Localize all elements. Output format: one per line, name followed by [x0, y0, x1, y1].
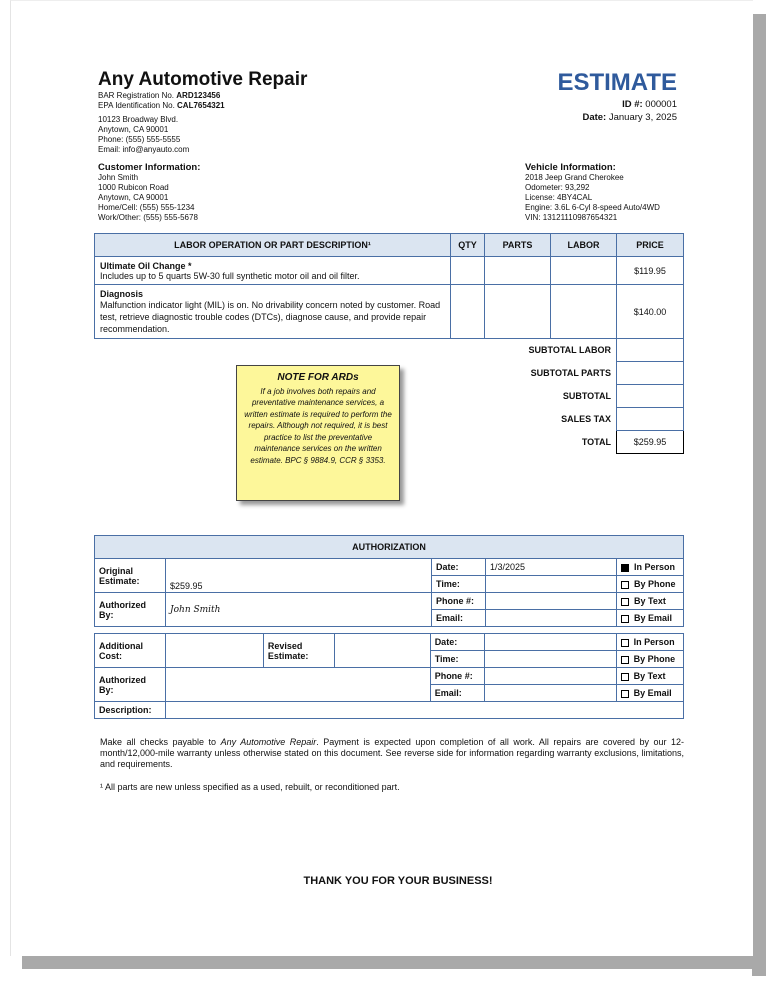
authorization-heading: AUTHORIZATION [95, 536, 684, 559]
revised-email-value[interactable] [484, 685, 616, 702]
revised-email-label: Email: [430, 685, 484, 702]
row-qty [451, 285, 485, 339]
auth-time-value[interactable] [486, 576, 617, 593]
auth-phone-value[interactable] [486, 593, 617, 610]
auth-date-label: Date: [432, 559, 486, 576]
auth-email-label: Email: [432, 610, 486, 627]
by-phone-option[interactable] [617, 576, 684, 593]
row-description [95, 257, 451, 285]
terms-prefix: Make all checks payable to [100, 737, 221, 747]
auth-date-value[interactable]: 1/3/2025 [486, 559, 617, 576]
page-shadow-right [752, 14, 766, 976]
subtotal-value [617, 385, 684, 408]
in-person-label: In Person [633, 637, 675, 647]
by-email-option[interactable] [617, 610, 684, 627]
in-person-label: In Person [634, 562, 676, 572]
original-estimate-value[interactable]: $259.95 [166, 559, 432, 593]
vehicle-vin: VIN: 13121110987654321 [525, 213, 618, 222]
date-value: January 3, 2025 [608, 112, 677, 123]
auth-email-value[interactable] [486, 610, 617, 627]
customer-home: Home/Cell: (555) 555-1234 [98, 203, 195, 212]
checkbox-icon[interactable] [621, 690, 629, 698]
checkbox-icon[interactable] [621, 615, 629, 623]
date-label: Date: [582, 112, 607, 123]
vehicle-odometer: Odometer: 93,292 [525, 183, 590, 192]
checkbox-icon[interactable] [621, 639, 629, 647]
checkbox-icon[interactable] [621, 598, 629, 606]
subtotal-labor-value [617, 339, 684, 362]
bar-label: BAR Registration No. [98, 91, 175, 100]
bar-value: ARD123456 [176, 91, 221, 100]
checkbox-icon[interactable] [621, 581, 629, 589]
subtotal-label: SUBTOTAL [562, 391, 611, 401]
ard-note [236, 365, 400, 501]
revised-by-phone-option[interactable] [616, 651, 683, 668]
table-row [95, 257, 684, 285]
authorized-by-label: Authorized By: [95, 593, 166, 627]
auth-phone-label: Phone #: [432, 593, 486, 610]
additional-cost-value[interactable] [166, 634, 263, 668]
authorized-signature[interactable]: John Smith [166, 593, 432, 627]
revised-authorized-value[interactable] [166, 668, 430, 702]
revised-phone-value[interactable] [484, 668, 616, 685]
header-qty: QTY [451, 234, 485, 257]
shop-registration [98, 91, 225, 111]
revised-date-label: Date: [430, 634, 484, 651]
revised-by-email-option[interactable] [616, 685, 683, 702]
subtotal-labor-label: SUBTOTAL LABOR [528, 345, 611, 356]
vehicle-engine: Engine: 3.6L 6-Cyl 8-speed Auto/4WD [525, 203, 660, 212]
row-detail: Includes up to 5 quarts 5W-30 full synthetic motor oil and oil filter. [100, 270, 360, 281]
estimate-meta [582, 98, 677, 124]
revised-time-label: Time: [430, 651, 484, 668]
total-value: $259.95 [617, 431, 684, 454]
auth-time-label: Time: [432, 576, 486, 593]
revised-in-person-option[interactable] [616, 634, 683, 651]
shop-address2: Anytown, CA 90001 [98, 125, 169, 134]
revised-estimate-label: Revised Estimate: [263, 634, 334, 668]
sales-tax-label: SALES TAX [561, 414, 611, 424]
subtotal-parts-label: SUBTOTAL PARTS [530, 368, 611, 378]
vehicle-info [525, 162, 660, 223]
payment-terms [100, 737, 684, 770]
by-email-label: By Email [634, 613, 673, 623]
total-label: TOTAL [581, 437, 611, 447]
vehicle-license: License: 4BY4CAL [525, 193, 593, 202]
terms-shop-name: Any Automotive Repair [220, 737, 317, 747]
thank-you-message: THANK YOU FOR YOUR BUSINESS! [303, 875, 493, 887]
epa-value: CAL7654321 [177, 101, 225, 110]
row-labor [551, 285, 617, 339]
by-text-label: By Text [634, 596, 666, 606]
revised-estimate-value[interactable] [335, 634, 430, 668]
row-title: Ultimate Oil Change * [100, 260, 192, 271]
document-page [10, 0, 753, 956]
additional-cost-label: Additional Cost: [95, 634, 166, 668]
parts-footnote: ¹ All parts are new unless specified as a used, rebuilt, or reconditioned part. [100, 782, 400, 792]
shop-email: Email: info@anyauto.com [98, 145, 190, 154]
customer-heading: Customer Information: [98, 162, 201, 173]
customer-address2: Anytown, CA 90001 [98, 193, 169, 202]
shop-name: Any Automotive Repair [98, 69, 308, 90]
row-detail: Malfunction indicator light (MIL) is on. No drivability concern noted by customer. Road test, retrieve diagnostic trouble codes (DTCs), diagnose cause, and provide repair recommendation. [100, 299, 441, 334]
customer-work: Work/Other: (555) 555-5678 [98, 213, 198, 222]
vehicle-model: 2018 Jeep Grand Cherokee [525, 173, 624, 182]
revised-authorization-table [94, 633, 684, 719]
customer-info [98, 162, 200, 223]
note-title: NOTE FOR ARDs [277, 372, 359, 383]
header-description: LABOR OPERATION OR PART DESCRIPTION¹ [95, 234, 451, 257]
by-text-label: By Text [633, 671, 666, 681]
original-estimate-label: Original Estimate: [95, 559, 166, 593]
row-price: $140.00 [617, 285, 684, 339]
shop-address1: 10123 Broadway Blvd. [98, 115, 179, 124]
vehicle-heading: Vehicle Information: [525, 162, 616, 173]
epa-label: EPA Identification No. [98, 101, 175, 110]
page-shadow-bottom [22, 955, 766, 969]
row-qty [451, 257, 485, 285]
row-labor [551, 257, 617, 285]
revised-time-value[interactable] [484, 651, 616, 668]
row-title: Diagnosis [100, 288, 144, 299]
subtotal-parts-value [617, 362, 684, 385]
table-row [95, 285, 684, 339]
sales-tax-value [617, 408, 684, 431]
row-parts [485, 285, 551, 339]
customer-address1: 1000 Rubicon Road [98, 183, 169, 192]
id-label: ID #: [622, 99, 643, 110]
revised-by-text-option[interactable] [616, 668, 683, 685]
description-label: Description: [95, 702, 166, 719]
by-email-label: By Email [633, 688, 672, 698]
checkbox-icon[interactable] [621, 673, 629, 681]
authorization-table [94, 535, 684, 627]
by-phone-label: By Phone [634, 579, 676, 589]
row-description [95, 285, 451, 339]
revised-authorized-label: Authorized By: [95, 668, 166, 702]
row-price: $119.95 [617, 257, 684, 285]
in-person-option[interactable] [617, 559, 684, 576]
shop-phone: Phone: (555) 555-5555 [98, 135, 181, 144]
header-labor: LABOR [551, 234, 617, 257]
by-phone-label: By Phone [633, 654, 676, 664]
customer-name: John Smith [98, 173, 139, 182]
terms-suffix: . Payment is expected upon completion of all work. All repairs are covered by our 12-month/12,000-mile warranty unless otherwise stated on this document. See reverse side for information regarding warranty exclusions, limitations, and requirements. [100, 737, 685, 769]
estimate-title: ESTIMATE [557, 69, 677, 96]
checkbox-checked-icon[interactable] [621, 564, 629, 572]
row-parts [485, 257, 551, 285]
description-value[interactable] [166, 702, 684, 719]
header-parts: PARTS [485, 234, 551, 257]
by-text-option[interactable] [617, 593, 684, 610]
note-body: If a job involves both repairs and preventative maintenance services, a written estimate is required to perform the repairs. Although not required, it is best practice to list the preventative maintenance services on the written estimate. BPC § 9884.9, CCR § 3353. [244, 386, 392, 465]
revised-phone-label: Phone #: [430, 668, 484, 685]
revised-date-value[interactable] [484, 634, 616, 651]
id-value: 000001 [645, 99, 677, 110]
checkbox-icon[interactable] [621, 656, 629, 664]
header-price: PRICE [617, 234, 684, 257]
shop-contact [98, 115, 189, 155]
